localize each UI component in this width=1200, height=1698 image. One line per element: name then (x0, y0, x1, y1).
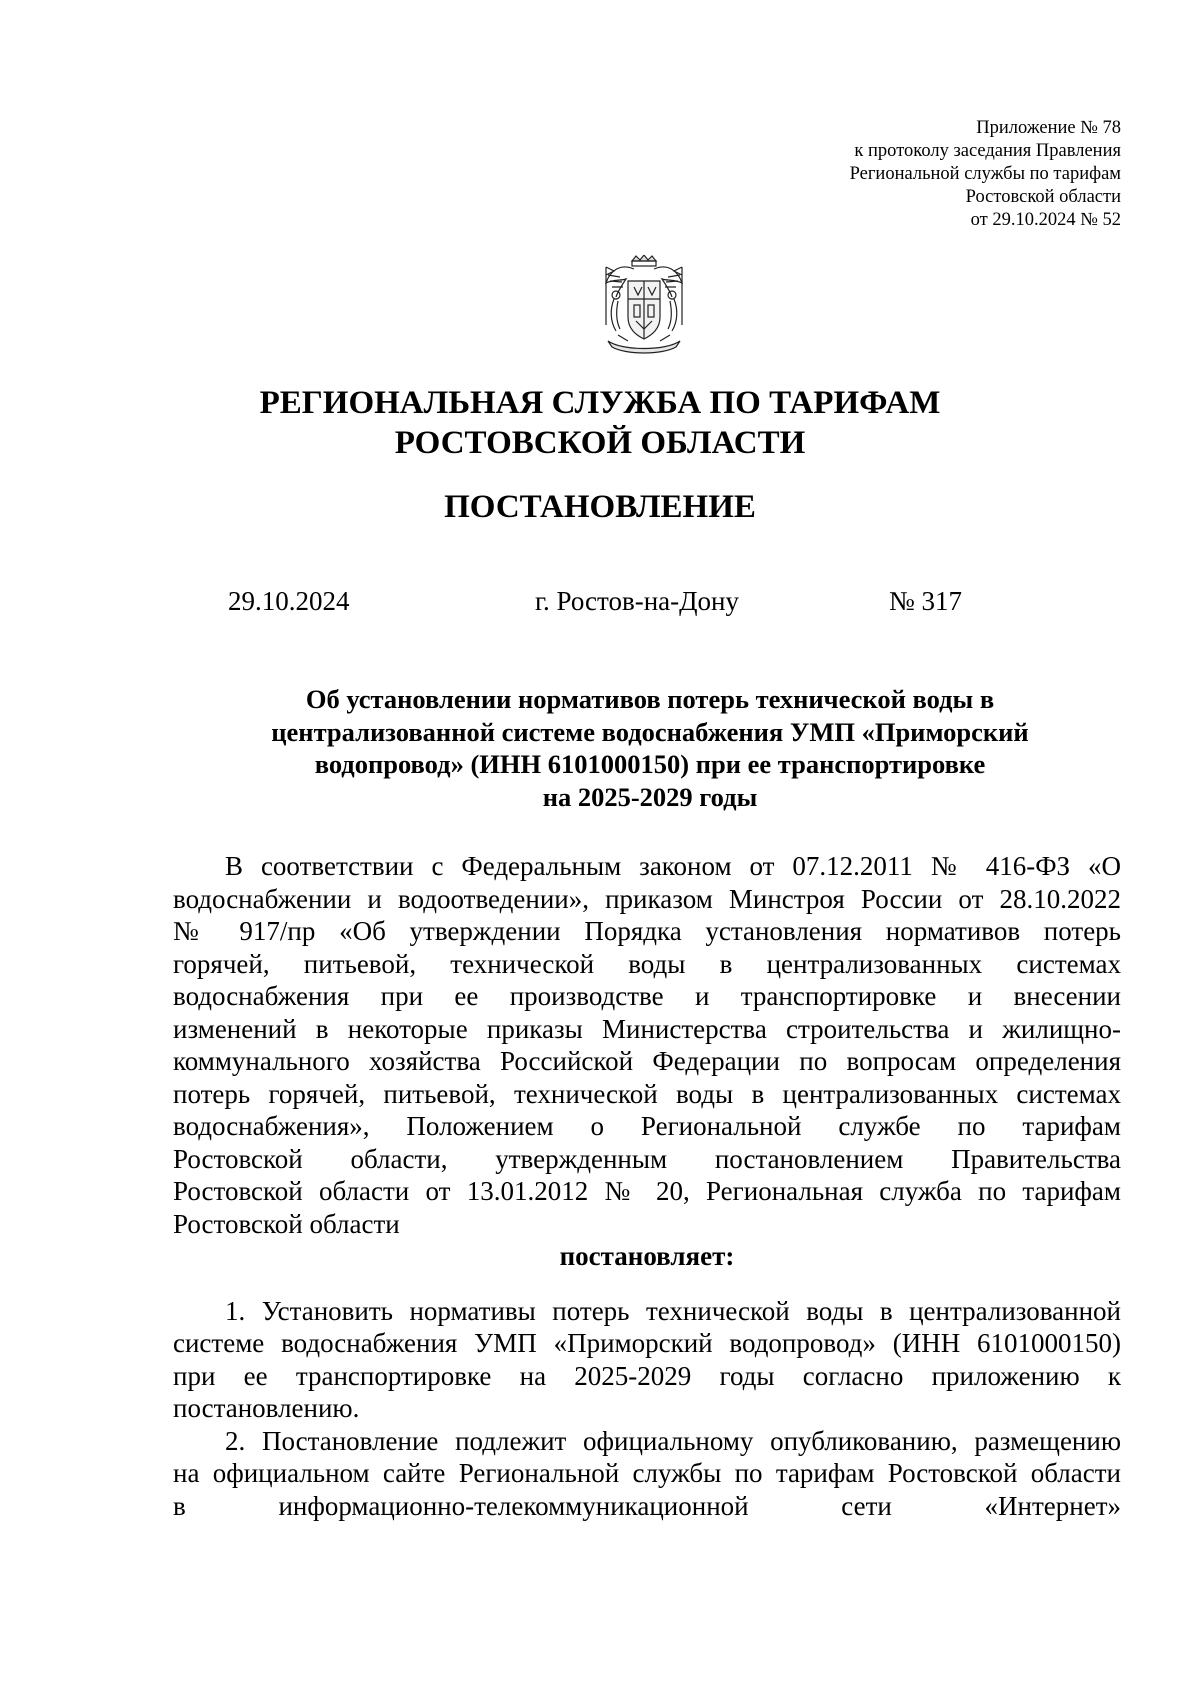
preamble-line: В соответствии с Федеральным законом от 07.12.2011 № 416-ФЗ «О (225, 851, 1121, 881)
document-subject (175, 683, 1125, 813)
subject-line: Об установлении нормативов потерь технической воды в (305, 684, 995, 714)
organization-name-line: РЕГИОНАЛЬНАЯ СЛУЖБА ПО ТАРИФАМ (259, 385, 941, 421)
approval-line: Ростовской области (965, 187, 1121, 207)
preamble-line: Ростовской области (173, 1208, 400, 1239)
resolves-heading: постановляет: (559, 1241, 735, 1271)
document-number: № 317 (889, 586, 963, 616)
preamble-line: Ростовской области, утвержденным постановлением Правительства (173, 1143, 1121, 1174)
subject-line: централизованной системе водоснабжения УМП «Приморский (271, 716, 1029, 747)
preamble-line: потерь горячей, питьевой, технической воды в централизованных системах (173, 1078, 1121, 1109)
item-2-paragraph (173, 1425, 1121, 1523)
item-2-line: в информационно-телекоммуникационной сети «Интернет» (173, 1490, 1121, 1521)
preamble-line: горячей, питьевой, технической воды в централизованных системах (173, 948, 1121, 979)
paragraph-gap (173, 1273, 1121, 1295)
approval-line: Региональной службы по тарифам (849, 164, 1121, 184)
document-type: ПОСТАНОВЛЕНИЕ (444, 489, 756, 525)
subject-line: на 2025-2029 годы (542, 781, 758, 812)
item-1-line: постановлению. (173, 1393, 360, 1423)
item-2-line: 2. Постановление подлежит официальному опубликованию, размещению (225, 1425, 1121, 1456)
preamble-line: водоснабжении и водоотведении», приказом Минстроя России от 28.10.2022 (173, 883, 1121, 914)
preamble-line: водоснабжения при ее производстве и транспортировке и внесении (173, 981, 1121, 1011)
approval-line: к протоколу заседания Правления (854, 141, 1121, 161)
approval-stamp (850, 117, 1121, 232)
preamble-paragraph (173, 850, 1121, 1240)
document-city: г. Ростов-на-Дону (535, 586, 740, 616)
item-1-line: системе водоснабжения УМП «Приморский водопровод» (ИНН 6101000150) (173, 1328, 1121, 1358)
preamble-line: коммунального хозяйства Российской Федерации по вопросам определения (173, 1046, 1121, 1076)
preamble-line: № 917/пр «Об утверждении Порядка установления нормативов потерь (173, 916, 1121, 946)
document-date: 29.10.2024 (228, 586, 350, 616)
preamble-line: изменений в некоторые приказы Министерства строительства и жилищно- (173, 1013, 1121, 1044)
item-2-line: на официальном сайте Региональной службы по тарифам Ростовской области (173, 1458, 1121, 1488)
preamble-line: водоснабжения», Положением о Региональной службе по тарифам (173, 1111, 1121, 1141)
approval-line: от 29.10.2024 № 52 (970, 210, 1121, 230)
rostov-oblast-coat-of-arms-icon (598, 255, 690, 357)
subject-line: водопровод» (ИНН 6101000150) при ее транспортировке (314, 749, 986, 779)
approval-line: Приложение № 78 (976, 118, 1121, 138)
document-body (173, 850, 1121, 1522)
organization-name-line: РОСТОВСКОЙ ОБЛАСТИ (394, 425, 806, 461)
preamble-line: Ростовской области от 13.01.2012 № 20, Региональная служба по тарифам (173, 1176, 1121, 1206)
organization-name (0, 383, 1200, 463)
item-1-paragraph (173, 1295, 1121, 1425)
item-1-line: при ее транспортировке на 2025-2029 годы согласно приложению к (173, 1360, 1121, 1391)
item-1-line: 1. Установить нормативы потерь технической воды в централизованной (225, 1295, 1121, 1326)
